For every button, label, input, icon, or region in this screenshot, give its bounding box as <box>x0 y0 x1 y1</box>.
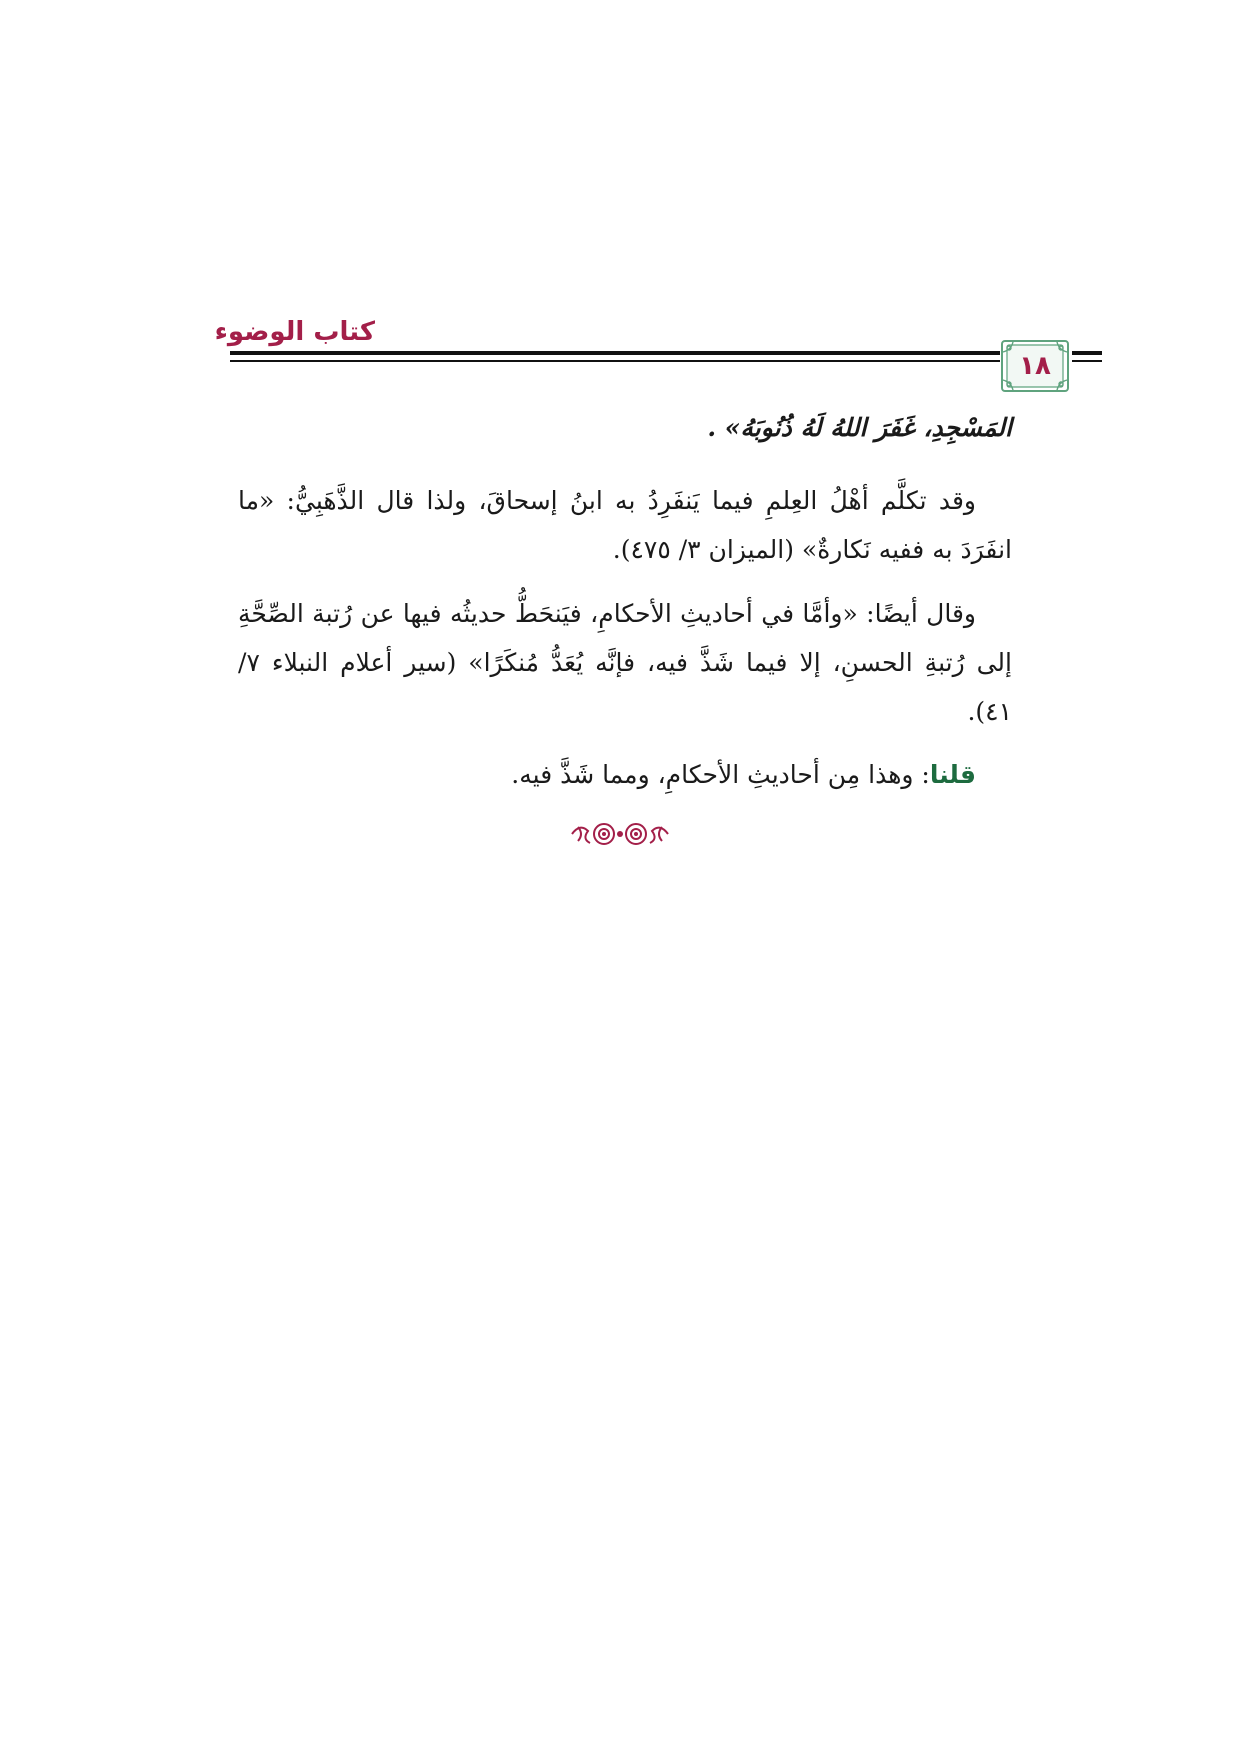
header-rule-right-thick <box>1072 351 1102 355</box>
closing-paragraph <box>238 750 1012 799</box>
header-rule-thick <box>230 351 1000 355</box>
header-rule-right-thin <box>1072 360 1102 362</box>
floral-divider-icon <box>568 817 672 851</box>
running-header-title: كتاب الوضوء <box>214 317 375 347</box>
paragraph-hadith-ending: المَسْجِدِ، غَفَرَ اللهُ لَهُ ذُنُوبَهُ» . <box>707 413 1012 442</box>
paragraph-siyar-quote: وقال أيضًا: «وأمَّا في أحاديثِ الأحكامِ، فيَنحَطُّ حديثُه فيها عن رُتبة الصِّحَّةِ إلى رُتبةِ الحسنِ، إلا فيما شَذَّ فيه، فإنَّه يُعَدُّ مُنكَرًا» (سير أعلام النبلاء ٧/ ٤١). <box>238 599 1012 726</box>
lead-word: قلنا <box>929 760 976 789</box>
paragraph-dhahabi-quote: وقد تكلَّم أهْلُ العِلمِ فيما يَنفَرِدُ به ابنُ إسحاقَ، ولذا قال الذَّهَبِيُّ: «ما انفَرَدَ به ففيه نَكارةٌ» (الميزان ٣/ ٤٧٥). <box>238 486 1012 564</box>
page-number: ١٨ <box>1019 351 1051 381</box>
header-rule-thin <box>230 360 1000 362</box>
closing-text: : وهذا مِن أحاديثِ الأحكامِ، ومما شَذَّ فيه. <box>511 760 930 789</box>
